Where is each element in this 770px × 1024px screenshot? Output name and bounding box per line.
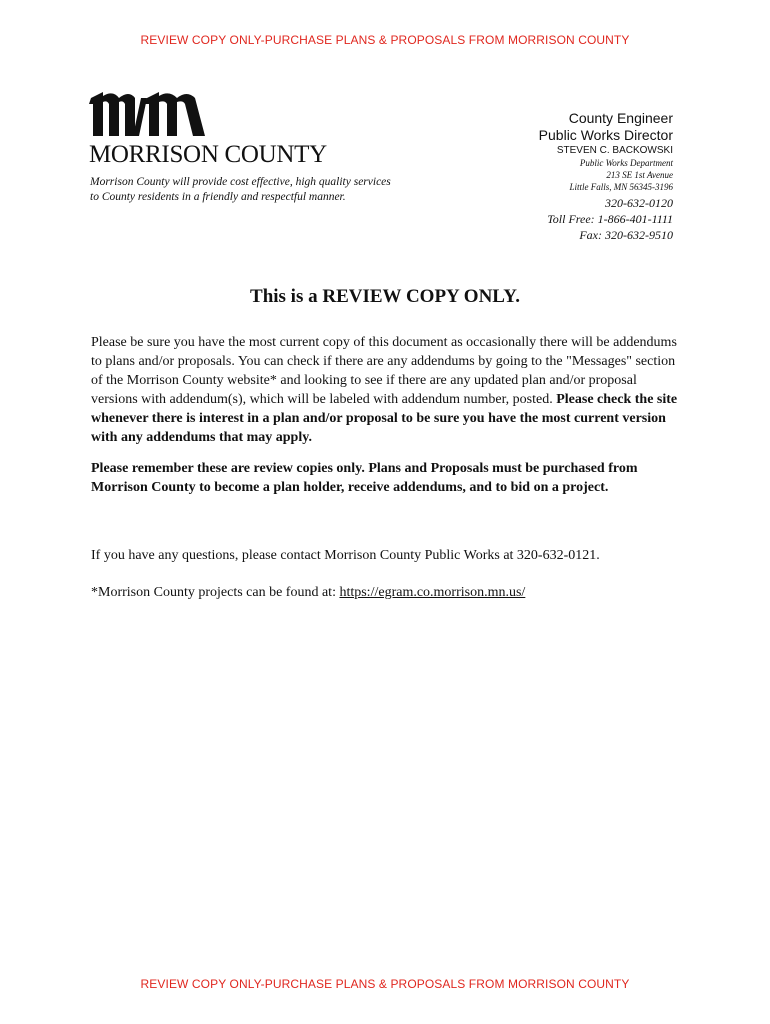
county-name-wordmark: MORRISON COUNTY bbox=[89, 141, 327, 168]
contact-address-line-1: 213 SE 1st Avenue bbox=[606, 170, 673, 180]
contact-phone: 320-632-0120 bbox=[605, 196, 673, 210]
addendum-paragraph-emphasis: Please check the site whenever there is interest in a plan and/or proposal to be sure you have the most current version with any addendums that may apply. bbox=[91, 392, 678, 445]
addendum-paragraph-text: Please be sure you have the most current copy of this document as occasionally there will be addendums to plans and/or proposals. You can check if there are any addendums by going to the "Messages" section of the Morrison County website* and looking to see if there are any updated plan and/or proposal versions with addendum(s), which will be labeled with addendum number, posted. bbox=[91, 335, 677, 407]
review-copy-banner-bottom: REVIEW COPY ONLY-PURCHASE PLANS & PROPOSALS FROM MORRISON COUNTY bbox=[140, 977, 630, 991]
morrison-county-logo-icon bbox=[89, 90, 209, 140]
egram-link[interactable]: https://egram.co.morrison.mn.us/ bbox=[339, 585, 526, 600]
projects-paragraph-text: *Morrison County projects can be found at: bbox=[91, 585, 340, 600]
contact-title-public-works-director: Public Works Director bbox=[538, 127, 673, 143]
contact-block bbox=[539, 110, 673, 243]
contact-fax: Fax: 320-632-9510 bbox=[579, 228, 673, 242]
purchase-notice-paragraph: Please remember these are review copies only. Plans and Proposals must be purchased from Morrison County to become a plan holder, receive addendums, and to bid on a project. bbox=[91, 461, 638, 495]
mission-line-1: Morrison County will provide cost effective, high quality services bbox=[90, 176, 391, 188]
contact-toll-free: Toll Free: 1-866-401-1111 bbox=[547, 212, 673, 226]
projects-paragraph bbox=[91, 583, 681, 602]
mission-line-2: to County residents in a friendly and respectful manner. bbox=[90, 191, 346, 203]
mission-statement bbox=[90, 175, 391, 205]
page-title: This is a REVIEW COPY ONLY. bbox=[250, 286, 520, 307]
addendum-paragraph bbox=[91, 333, 681, 447]
contact-address-line-2: Little Falls, MN 56345-3196 bbox=[569, 182, 673, 192]
contact-title-county-engineer: County Engineer bbox=[568, 110, 673, 126]
questions-paragraph: If you have any questions, please contact Morrison County Public Works at 320-632-0121. bbox=[91, 548, 600, 563]
contact-name: STEVEN C. BACKOWSKI bbox=[556, 145, 673, 156]
contact-department: Public Works Department bbox=[579, 158, 673, 168]
review-copy-banner-top: REVIEW COPY ONLY-PURCHASE PLANS & PROPOSALS FROM MORRISON COUNTY bbox=[140, 33, 630, 47]
